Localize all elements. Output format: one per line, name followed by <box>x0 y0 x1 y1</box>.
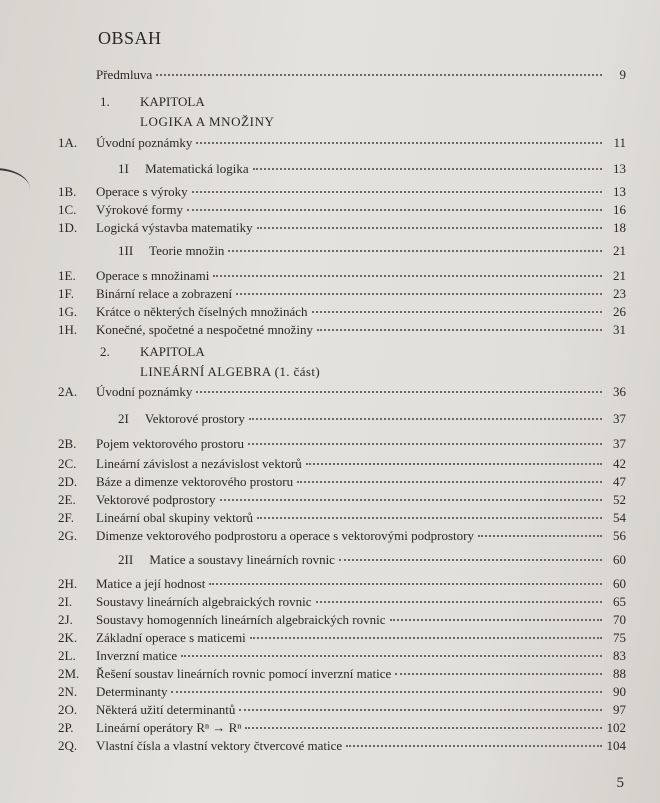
dot-leader <box>181 655 602 657</box>
entry-code: 1D. <box>58 220 78 235</box>
entry-title: 2I Vektorové prostory <box>118 411 245 426</box>
entry-code: 2P. <box>58 720 74 735</box>
entry-title: Lineární operátory Rⁿ → Rⁿ <box>96 720 242 735</box>
entry-code: 2Q. <box>58 738 78 753</box>
toc-entry <box>0 738 660 756</box>
entry-title: Základní operace s maticemi <box>96 630 246 645</box>
entry-code: 1F. <box>58 286 74 301</box>
dot-leader <box>213 275 602 277</box>
entry-page: 97 <box>613 702 626 717</box>
entry-page: 90 <box>613 684 626 699</box>
dot-leader <box>478 535 602 537</box>
entry-code: 2D. <box>58 474 78 489</box>
dot-leader <box>339 559 602 561</box>
entry-page: 9 <box>619 67 626 82</box>
entry-page: 47 <box>613 474 626 489</box>
entry-page: 60 <box>613 576 626 591</box>
entry-code: 2C. <box>58 456 77 471</box>
page-number: 5 <box>616 775 624 791</box>
dot-leader <box>257 517 602 519</box>
entry-page: 11 <box>613 135 626 150</box>
toc-entry <box>0 720 660 738</box>
entry-page: 21 <box>613 243 626 258</box>
entry-page: 31 <box>613 322 626 337</box>
entry-page: 18 <box>613 220 626 235</box>
dot-leader <box>253 168 602 170</box>
toc-section-entry <box>0 552 660 570</box>
toc-entry <box>0 135 660 153</box>
entry-title: Vlastní čísla a vlastní vektory čtvercové matice <box>96 738 343 753</box>
chapter-label: KAPITOLA <box>140 344 205 359</box>
dot-leader <box>196 391 602 393</box>
toc-entry <box>0 474 660 492</box>
toc-entry <box>0 202 660 220</box>
entry-title: Logická výstavba matematiky <box>96 220 253 235</box>
entry-page: 26 <box>613 304 626 319</box>
dot-leader <box>317 329 602 331</box>
entry-title: Pojem vektorového prostoru <box>96 436 245 451</box>
dot-leader <box>250 637 602 639</box>
entry-code: 2E. <box>58 492 76 507</box>
toc-section-entry <box>0 243 660 261</box>
toc-section-entry <box>0 161 660 179</box>
toc-entry <box>0 648 660 666</box>
entry-code: 1H. <box>58 322 78 337</box>
entry-title: Krátce o některých číselných množinách <box>96 304 308 319</box>
chapter-number: 1. <box>100 94 110 109</box>
toc-entry <box>0 286 660 304</box>
entry-title: Úvodní poznámky <box>96 135 193 150</box>
toc-entry <box>0 304 660 322</box>
entry-page: 60 <box>613 552 626 567</box>
entry-page: 16 <box>613 202 626 217</box>
toc-heading: OBSAH <box>98 28 162 48</box>
chapter-number: 2. <box>100 344 110 359</box>
entry-title: Výrokové formy <box>96 202 184 217</box>
entry-page: 56 <box>613 528 626 543</box>
dot-leader <box>220 499 602 501</box>
entry-title: Binární relace a zobrazení <box>96 286 233 301</box>
entry-page: 102 <box>606 720 626 735</box>
entry-title: Operace s množinami <box>96 268 210 283</box>
dot-leader <box>156 74 602 76</box>
dot-leader <box>209 583 602 585</box>
dot-leader <box>312 311 602 313</box>
dot-leader <box>297 481 602 483</box>
entry-title: Vektorové podprostory <box>96 492 216 507</box>
entry-page: 13 <box>613 161 626 176</box>
toc-entry <box>0 220 660 238</box>
entry-code: 2B. <box>58 436 77 451</box>
entry-code: 2O. <box>58 702 78 717</box>
toc-entry <box>0 576 660 594</box>
entry-title: Konečné, spočetné a nespočetné množiny <box>96 322 313 337</box>
entry-code: 2J. <box>58 612 73 627</box>
dot-leader <box>395 673 602 675</box>
entry-title: Předmluva <box>96 67 153 82</box>
entry-title: 1I Matematická logika <box>118 161 249 176</box>
entry-page: 70 <box>613 612 626 627</box>
toc-entry <box>0 268 660 286</box>
entry-code: 2I. <box>58 594 73 609</box>
entry-code: 1C. <box>58 202 77 217</box>
dot-leader <box>248 443 602 445</box>
toc-entry-preface <box>0 67 660 85</box>
entry-code: 1E. <box>58 268 76 283</box>
entry-title: Řešení soustav lineárních rovnic pomocí inverzní matice <box>96 666 392 681</box>
dot-leader <box>249 418 602 420</box>
entry-title: Úvodní poznámky <box>96 384 193 399</box>
entry-page: 65 <box>613 594 626 609</box>
entry-code: 2K. <box>58 630 78 645</box>
entry-page: 83 <box>613 648 626 663</box>
entry-title: Inverzní matice <box>96 648 178 663</box>
entry-title: Matice a její hodnost <box>96 576 206 591</box>
entry-code: 2A. <box>58 384 78 399</box>
toc-entry <box>0 436 660 454</box>
dot-leader <box>187 209 602 211</box>
toc-entry <box>0 702 660 720</box>
entry-code: 2F. <box>58 510 74 525</box>
entry-code: 2G. <box>58 528 78 543</box>
entry-title: Některá užití determinantů <box>96 702 236 717</box>
entry-title: Soustavy homogenních lineárních algebraických rovnic <box>96 612 386 627</box>
dot-leader <box>171 691 602 693</box>
dot-leader <box>306 463 602 465</box>
dot-leader <box>316 601 602 603</box>
toc-entry <box>0 630 660 648</box>
entry-page: 42 <box>613 456 626 471</box>
toc-entry <box>0 184 660 202</box>
entry-page: 37 <box>613 436 626 451</box>
entry-code: 2H. <box>58 576 78 591</box>
dot-leader <box>239 709 602 711</box>
entry-title: 1II Teorie množin <box>118 243 225 258</box>
chapter-label: KAPITOLA <box>140 94 205 109</box>
entry-code: 1A. <box>58 135 78 150</box>
toc-entry <box>0 528 660 546</box>
chapter-title: LINEÁRNÍ ALGEBRA (1. část) <box>140 364 321 379</box>
chapter-title: LOGIKA A MNOŽINY <box>140 114 275 129</box>
entry-page: 52 <box>613 492 626 507</box>
dot-leader <box>196 142 602 144</box>
entry-code: 2N. <box>58 684 78 699</box>
entry-page: 104 <box>606 738 626 753</box>
entry-title: Operace s výroky <box>96 184 188 199</box>
entry-title: Lineární závislost a nezávislost vektorů <box>96 456 302 471</box>
toc-entry <box>0 594 660 612</box>
entry-page: 21 <box>613 268 626 283</box>
toc-entry <box>0 612 660 630</box>
entry-page: 36 <box>613 384 626 399</box>
entry-title: 2II Matice a soustavy lineárních rovnic <box>118 552 335 567</box>
toc-entry <box>0 456 660 474</box>
toc-entry <box>0 666 660 684</box>
toc-entry <box>0 322 660 340</box>
toc-entry <box>0 384 660 402</box>
entry-code: 2M. <box>58 666 80 681</box>
toc-entry <box>0 510 660 528</box>
entry-title: Dimenze vektorového podprostoru a operace s vektorovými podprostory <box>96 528 474 543</box>
dot-leader <box>228 250 602 252</box>
entry-code: 1B. <box>58 184 77 199</box>
entry-page: 37 <box>613 411 626 426</box>
dot-leader <box>192 191 602 193</box>
entry-title: Báze a dimenze vektorového prostoru <box>96 474 294 489</box>
dot-leader <box>245 727 602 729</box>
entry-code: 1G. <box>58 304 78 319</box>
entry-title: Lineární obal skupiny vektorů <box>96 510 254 525</box>
entry-page: 54 <box>613 510 626 525</box>
entry-page: 23 <box>613 286 626 301</box>
entry-code: 2L. <box>58 648 76 663</box>
toc-entry <box>0 492 660 510</box>
entry-page: 88 <box>613 666 626 681</box>
entry-page: 13 <box>613 184 626 199</box>
toc-section-entry <box>0 411 660 429</box>
entry-page: 75 <box>613 630 626 645</box>
entry-title: Determinanty <box>96 684 168 699</box>
dot-leader <box>390 619 602 621</box>
entry-title: Soustavy lineárních algebraických rovnic <box>96 594 312 609</box>
toc-entry <box>0 684 660 702</box>
dot-leader <box>346 745 602 747</box>
dot-leader <box>257 227 602 229</box>
dot-leader <box>236 293 602 295</box>
